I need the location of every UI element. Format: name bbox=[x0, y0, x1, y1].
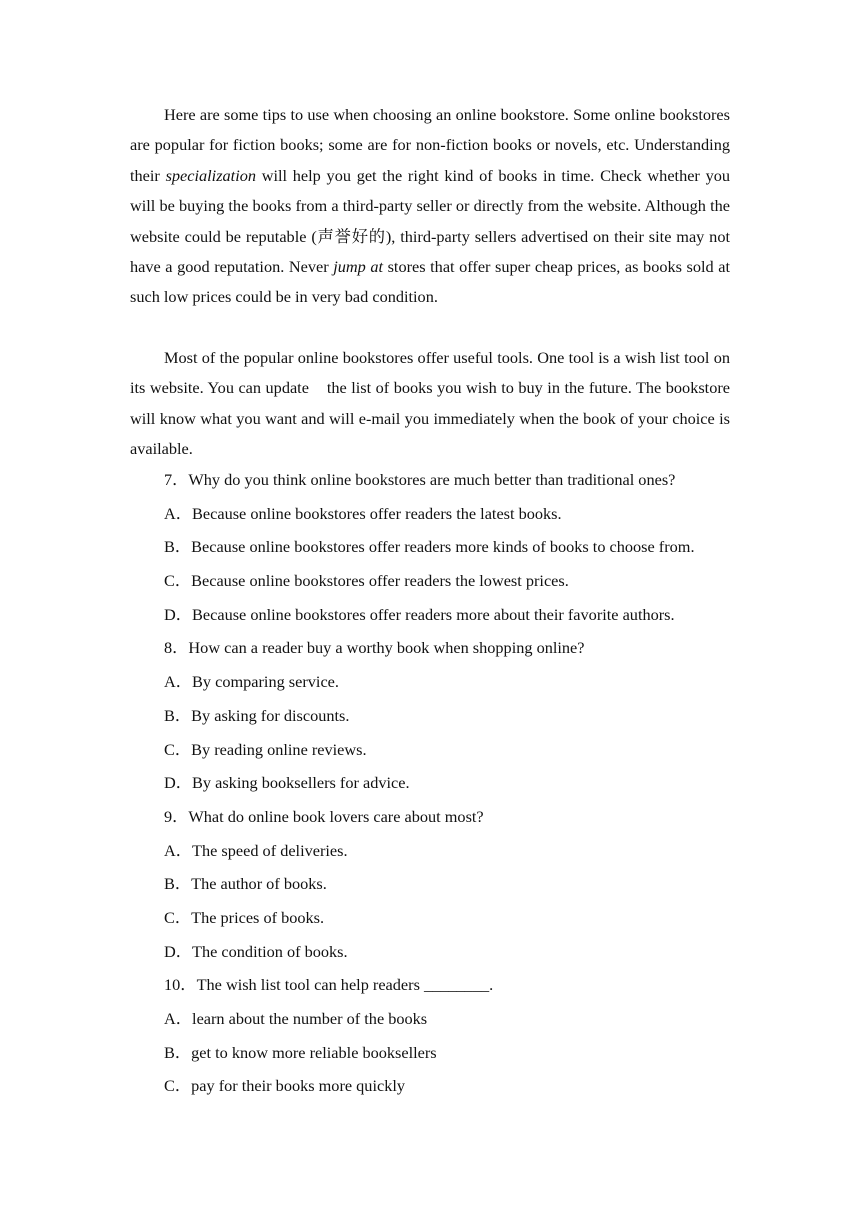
passage-paragraph-2: Most of the popular online bookstores offer useful tools. One tool is a wish list tool on its website. You can update the list of books you wish to buy in the future. The bookstore will know what you want and will e-mail you immediately when the book of your choice is available. bbox=[130, 348, 730, 459]
answer-option: C．By reading online reviews. bbox=[164, 739, 367, 759]
paragraph-text: stores that offer super cheap prices, as books sold at such low prices could be in very bad condition. bbox=[130, 257, 730, 307]
question-stem: 7．Why do you think online bookstores are much better than traditional ones? bbox=[164, 470, 676, 489]
italic-term: specialization bbox=[165, 165, 257, 185]
italic-term: jump at bbox=[333, 257, 384, 277]
question-list bbox=[164, 463, 764, 1103]
paragraph-text: Here are some tips to use when choosing an online bookstore. Some online bookstores are popular for fiction books; some are for non-fiction books or novels, etc. Understanding their bbox=[130, 105, 730, 185]
question-stem: 8．How can a reader buy a worthy book when shopping online? bbox=[164, 638, 585, 658]
paragraph-text: will help you get the right kind of books in time. Check whether you will be buying the books from a third-party seller or directly from the website. Although the website could be reputable (声誉好的), third-party sellers advertised on their site may not have a good reputation. Never bbox=[130, 165, 731, 277]
passage-paragraph-1 bbox=[130, 100, 730, 313]
answer-option: A．learn about the number of the books bbox=[164, 1009, 428, 1028]
answer-option: B．By asking for discounts. bbox=[164, 705, 350, 725]
answer-option: D．The condition of books. bbox=[164, 941, 348, 961]
answer-option: A．By comparing service. bbox=[164, 672, 339, 692]
answer-option: D．Because online bookstores offer readers more about their favorite authors. bbox=[164, 604, 675, 624]
answer-option: D．By asking booksellers for advice. bbox=[164, 773, 410, 793]
answer-option: B．get to know more reliable booksellers bbox=[164, 1042, 437, 1062]
answer-option: B．Because online bookstores offer readers more kinds of books to choose from. bbox=[164, 537, 695, 557]
answer-option: A．The speed of deliveries. bbox=[164, 840, 348, 860]
answer-option: C．pay for their books more quickly bbox=[164, 1076, 406, 1096]
answer-option: C．Because online bookstores offer readers the lowest prices. bbox=[164, 571, 569, 591]
question-stem: 10．The wish list tool can help readers ________. bbox=[164, 975, 494, 995]
answer-option: C．The prices of books. bbox=[164, 907, 325, 927]
answer-option: B．The author of books. bbox=[164, 874, 327, 894]
answer-option: A．Because online bookstores offer readers the latest books. bbox=[164, 503, 562, 523]
question-stem: 9．What do online book lovers care about most? bbox=[164, 806, 484, 826]
